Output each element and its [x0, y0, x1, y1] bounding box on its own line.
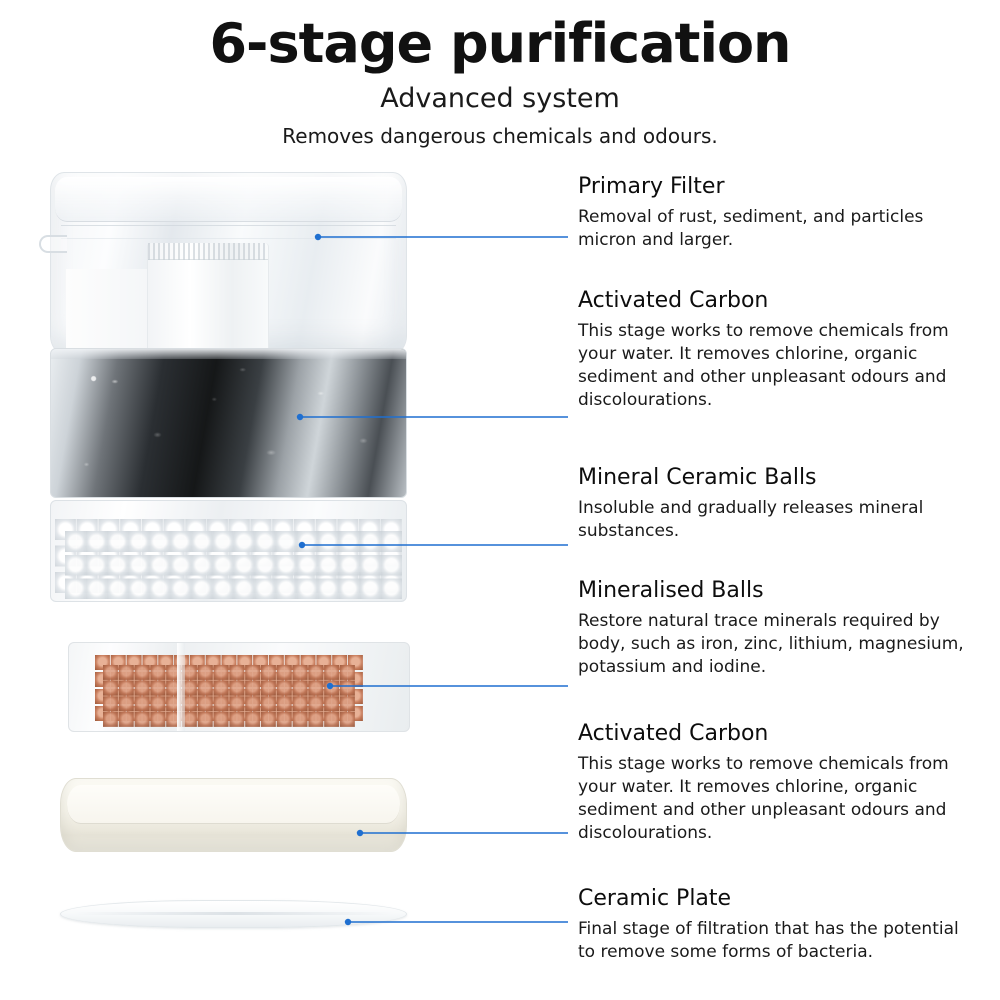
stage-description-1: Removal of rust, sediment, and particles micron and larger.	[578, 207, 924, 250]
stage-description-2: This stage works to remove chemicals from your water. It removes chlorine, organic sediment and other unpleasant odours and discolourations.	[578, 321, 949, 410]
housing-white-block	[66, 269, 152, 351]
housing-rim-line	[61, 225, 396, 239]
stage-entry-2	[578, 288, 970, 412]
ceramic-balls-layer-2	[65, 531, 402, 599]
stage-title-4: Mineralised Balls	[578, 578, 764, 603]
stage-title-2: Activated Carbon	[578, 288, 769, 313]
stage-entry-6	[578, 886, 970, 964]
header	[0, 0, 1000, 148]
housing-rim	[55, 177, 402, 222]
stage-description-5: This stage works to remove chemicals from your water. It removes chlorine, organic sediment and other unpleasant odours and discolourations.	[578, 754, 949, 843]
stage-entry-4	[578, 578, 970, 679]
page-tagline: Removes dangerous chemicals and odours.	[282, 123, 718, 148]
stage-description-3: Insoluble and gradually releases mineral substances.	[578, 498, 924, 541]
stage-description-4: Restore natural trace minerals required by body, such as iron, zinc, lithium, magnesium, potassium and iodine.	[578, 611, 964, 677]
stage-description-6: Final stage of filtration that has the potential to remove some forms of bacteria.	[578, 919, 959, 962]
stage-title-3: Mineral Ceramic Balls	[578, 465, 817, 490]
stage-title-5: Activated Carbon	[578, 721, 769, 746]
page-title: 6-stage purification	[209, 12, 791, 75]
stage-entry-5	[578, 721, 970, 845]
filter-cartridge-illustration	[40, 160, 460, 960]
ceramic-plate-slit	[73, 912, 394, 915]
stage-title-1: Primary Filter	[578, 174, 725, 199]
stage-title-6: Ceramic Plate	[578, 886, 732, 911]
stage-primary-filter-graphic	[50, 172, 407, 354]
stage-mineralised-balls-graphic	[68, 642, 410, 732]
carbon-granules	[51, 349, 406, 497]
mineral-divider	[177, 643, 185, 731]
housing-core	[147, 243, 269, 351]
stage-entry-1	[578, 174, 970, 252]
stage-activated-carbon-block-graphic	[60, 778, 407, 852]
stage-ceramic-plate-graphic	[60, 900, 407, 928]
stage-activated-carbon-graphic	[50, 348, 407, 498]
mineral-beads-layer-2	[103, 665, 355, 727]
carbon-block-lip	[67, 785, 400, 824]
stage-entry-3	[578, 465, 970, 543]
stage-mineral-ceramic-balls-graphic	[50, 500, 407, 602]
page-subtitle: Advanced system	[380, 82, 620, 114]
housing-handle	[39, 235, 67, 253]
